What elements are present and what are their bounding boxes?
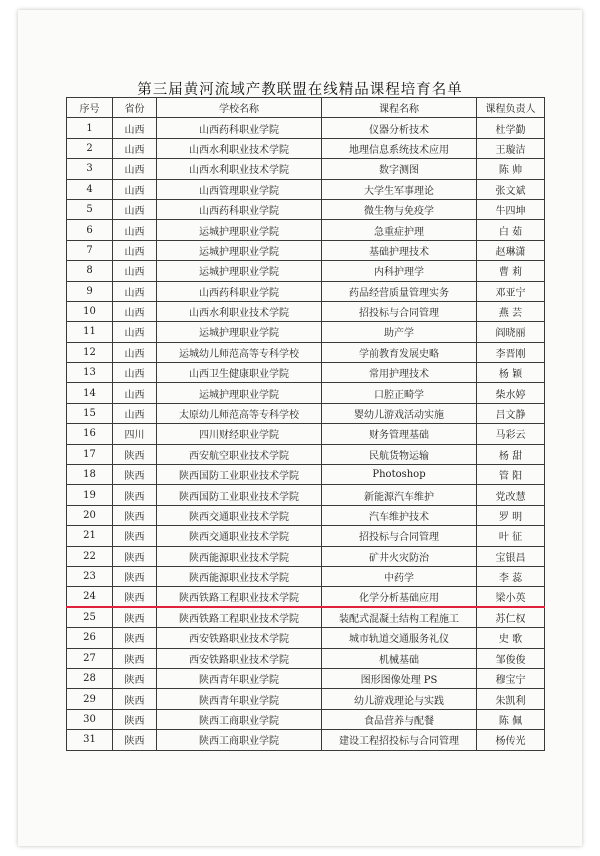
row-index: 18: [67, 465, 113, 485]
row-school: 陕西工商职业学院: [157, 709, 322, 729]
row-index: 14: [67, 383, 113, 403]
row-index: 28: [67, 668, 113, 688]
row-school: 陕西工商职业学院: [157, 730, 322, 750]
table-row: [67, 240, 545, 260]
row-province: 陕西: [113, 648, 157, 668]
row-lead: 穆宝宁: [477, 668, 545, 688]
row-province: 四川: [113, 424, 157, 444]
row-province: 陕西: [113, 546, 157, 566]
row-lead: 牛四坤: [477, 199, 545, 219]
row-school: 运城护理职业学院: [157, 261, 322, 281]
row-province: 山西: [113, 322, 157, 342]
row-index: 31: [67, 730, 113, 750]
row-province: 陕西: [113, 505, 157, 525]
row-index: 30: [67, 709, 113, 729]
table-row: [67, 526, 545, 546]
table-row: [67, 342, 545, 362]
table-row: [67, 730, 545, 750]
row-course: 数字测图: [322, 159, 477, 179]
row-index: 26: [67, 628, 113, 648]
row-lead: 梁小英: [477, 587, 545, 607]
row-school: 陕西青年职业学院: [157, 689, 322, 709]
row-index: 19: [67, 485, 113, 505]
table-row: [67, 403, 545, 423]
row-index: 21: [67, 526, 113, 546]
row-course: 机械基础: [322, 648, 477, 668]
row-province: 山西: [113, 179, 157, 199]
row-lead: 陈 佩: [477, 709, 545, 729]
row-lead: 杨传光: [477, 730, 545, 750]
row-index: 1: [67, 118, 113, 138]
row-index: 15: [67, 403, 113, 423]
row-index: 13: [67, 363, 113, 383]
row-index: 24: [67, 587, 113, 607]
row-lead: 杨 甜: [477, 444, 545, 464]
table-row: [67, 363, 545, 383]
row-school: 陕西国防工业职业技术学院: [157, 465, 322, 485]
row-course: 招投标与合同管理: [322, 301, 477, 321]
row-course: 微生物与免疫学: [322, 199, 477, 219]
row-province: 山西: [113, 261, 157, 281]
row-course: Photoshop: [322, 465, 477, 485]
col-header-province: 省份: [113, 98, 157, 118]
row-course: 口腔正畸学: [322, 383, 477, 403]
row-index: 7: [67, 240, 113, 260]
row-lead: 张文斌: [477, 179, 545, 199]
row-school: 运城护理职业学院: [157, 220, 322, 240]
row-course: 仪器分析技术: [322, 118, 477, 138]
row-lead: 叶 征: [477, 526, 545, 546]
row-lead: 李晋刚: [477, 342, 545, 362]
row-lead: 党改慧: [477, 485, 545, 505]
course-table: [66, 97, 545, 751]
table-row: [67, 281, 545, 301]
col-header-school: 学校名称: [157, 98, 322, 118]
row-course: 婴幼儿游戏活动实施: [322, 403, 477, 423]
row-province: 陕西: [113, 689, 157, 709]
table-row: [67, 465, 545, 485]
row-index: 17: [67, 444, 113, 464]
row-index: 5: [67, 199, 113, 219]
row-province: 陕西: [113, 587, 157, 607]
row-index: 23: [67, 566, 113, 586]
row-school: 西安航空职业技术学院: [157, 444, 322, 464]
row-lead: 罗 明: [477, 505, 545, 525]
row-lead: 宝银昌: [477, 546, 545, 566]
row-province: 陕西: [113, 485, 157, 505]
table-row: [67, 261, 545, 281]
row-course: 基础护理技术: [322, 240, 477, 260]
row-course: 民航货物运输: [322, 444, 477, 464]
table-row: [67, 709, 545, 729]
row-school: 陕西铁路工程职业技术学院: [157, 607, 322, 627]
row-province: 陕西: [113, 566, 157, 586]
row-course: 幼儿游戏理论与实践: [322, 689, 477, 709]
row-lead: 吕文静: [477, 403, 545, 423]
row-school: 运城护理职业学院: [157, 322, 322, 342]
row-course: 建设工程招投标与合同管理: [322, 730, 477, 750]
row-course: 内科护理学: [322, 261, 477, 281]
row-province: 山西: [113, 281, 157, 301]
table-row: [67, 118, 545, 138]
row-lead: 邹俊俊: [477, 648, 545, 668]
row-lead: 白 茹: [477, 220, 545, 240]
table-row: [67, 485, 545, 505]
table-row: [67, 668, 545, 688]
row-course: 中药学: [322, 566, 477, 586]
table-row: [67, 689, 545, 709]
row-lead: 李 蕊: [477, 566, 545, 586]
row-course: 装配式混凝土结构工程施工: [322, 607, 477, 627]
row-lead: 邓亚宁: [477, 281, 545, 301]
table-row: [67, 424, 545, 444]
row-course: 药品经营质量管理实务: [322, 281, 477, 301]
row-school: 陕西能源职业技术学院: [157, 566, 322, 586]
table-row: [67, 505, 545, 525]
row-index: 8: [67, 261, 113, 281]
row-index: 10: [67, 301, 113, 321]
table-row: [67, 220, 545, 240]
row-province: 山西: [113, 301, 157, 321]
row-course: 助产学: [322, 322, 477, 342]
row-course: 新能源汽车维护: [322, 485, 477, 505]
row-province: 山西: [113, 363, 157, 383]
table-row: [67, 648, 545, 668]
row-lead: 曹 莉: [477, 261, 545, 281]
row-index: 4: [67, 179, 113, 199]
row-province: 山西: [113, 138, 157, 158]
row-school: 山西卫生健康职业学院: [157, 363, 322, 383]
row-school: 山西药科职业学院: [157, 118, 322, 138]
table-row: [67, 587, 545, 607]
row-course: 矿井火灾防治: [322, 546, 477, 566]
table-row: [67, 628, 545, 648]
table-header-row: [67, 98, 545, 118]
row-lead: 马彩云: [477, 424, 545, 444]
row-school: 陕西交通职业技术学院: [157, 526, 322, 546]
row-index: 25: [67, 607, 113, 627]
row-course: 学前教育发展史略: [322, 342, 477, 362]
row-index: 20: [67, 505, 113, 525]
row-province: 陕西: [113, 444, 157, 464]
row-index: 3: [67, 159, 113, 179]
row-course: 图形图像处理 PS: [322, 668, 477, 688]
table-row: [67, 138, 545, 158]
table-row: [67, 199, 545, 219]
row-course: 急重症护理: [322, 220, 477, 240]
row-school: 运城护理职业学院: [157, 240, 322, 260]
row-school: 陕西交通职业技术学院: [157, 505, 322, 525]
row-index: 6: [67, 220, 113, 240]
row-province: 陕西: [113, 526, 157, 546]
row-index: 27: [67, 648, 113, 668]
row-lead: 阎晓丽: [477, 322, 545, 342]
row-index: 2: [67, 138, 113, 158]
row-lead: 朱凯利: [477, 689, 545, 709]
row-school: 西安铁路职业技术学院: [157, 628, 322, 648]
table-row: [67, 383, 545, 403]
table-row: [67, 444, 545, 464]
row-course: 汽车维护技术: [322, 505, 477, 525]
table-row: [67, 546, 545, 566]
row-province: 山西: [113, 403, 157, 423]
row-school: 山西药科职业学院: [157, 199, 322, 219]
row-lead: 赵琳潇: [477, 240, 545, 260]
row-school: 陕西能源职业技术学院: [157, 546, 322, 566]
row-index: 11: [67, 322, 113, 342]
table-row: [67, 179, 545, 199]
row-course: 大学生军事理论: [322, 179, 477, 199]
row-province: 山西: [113, 342, 157, 362]
row-lead: 苏仁权: [477, 607, 545, 627]
row-school: 运城幼儿师范高等专科学校: [157, 342, 322, 362]
row-province: 山西: [113, 383, 157, 403]
page-title: 第三届黄河流域产教联盟在线精品课程培育名单: [137, 82, 463, 98]
table-row: [67, 566, 545, 586]
row-school: 陕西铁路工程职业技术学院: [157, 587, 322, 607]
row-lead: 陈 帅: [477, 159, 545, 179]
row-school: 山西管理职业学院: [157, 179, 322, 199]
row-course: 食品营养与配餐: [322, 709, 477, 729]
row-school: 太原幼儿师范高等专科学校: [157, 403, 322, 423]
row-school: 运城护理职业学院: [157, 383, 322, 403]
col-header-lead: 课程负责人: [477, 98, 545, 118]
row-index: 22: [67, 546, 113, 566]
row-lead: 史 歌: [477, 628, 545, 648]
row-school: 山西水利职业技术学院: [157, 138, 322, 158]
row-school: 四川财经职业学院: [157, 424, 322, 444]
row-course: 常用护理技术: [322, 363, 477, 383]
row-province: 山西: [113, 199, 157, 219]
table-row: [67, 322, 545, 342]
row-school: 山西药科职业学院: [157, 281, 322, 301]
row-province: 山西: [113, 220, 157, 240]
row-province: 山西: [113, 118, 157, 138]
row-school: 陕西国防工业职业技术学院: [157, 485, 322, 505]
row-province: 陕西: [113, 709, 157, 729]
row-lead: 柴水婷: [477, 383, 545, 403]
row-school: 陕西青年职业学院: [157, 668, 322, 688]
table-row: [67, 301, 545, 321]
row-index: 16: [67, 424, 113, 444]
row-province: 陕西: [113, 607, 157, 627]
table-row: [67, 159, 545, 179]
row-province: 陕西: [113, 465, 157, 485]
row-school: 山西水利职业技术学院: [157, 159, 322, 179]
row-province: 山西: [113, 159, 157, 179]
row-lead: 燕 芸: [477, 301, 545, 321]
row-index: 12: [67, 342, 113, 362]
row-course: 招投标与合同管理: [322, 526, 477, 546]
table-row: [67, 607, 545, 627]
row-course: 地理信息系统技术应用: [322, 138, 477, 158]
row-index: 29: [67, 689, 113, 709]
row-course: 财务管理基础: [322, 424, 477, 444]
row-lead: 杜学勤: [477, 118, 545, 138]
row-course: 化学分析基础应用: [322, 587, 477, 607]
row-lead: 管 阳: [477, 465, 545, 485]
row-school: 西安铁路职业技术学院: [157, 648, 322, 668]
row-lead: 杨 颖: [477, 363, 545, 383]
col-header-course: 课程名称: [322, 98, 477, 118]
row-province: 山西: [113, 240, 157, 260]
row-province: 陕西: [113, 668, 157, 688]
row-province: 陕西: [113, 730, 157, 750]
col-header-index: 序号: [67, 98, 113, 118]
row-index: 9: [67, 281, 113, 301]
row-lead: 王璇洁: [477, 138, 545, 158]
row-course: 城市轨道交通服务礼仪: [322, 628, 477, 648]
row-province: 陕西: [113, 628, 157, 648]
row-school: 山西水利职业技术学院: [157, 301, 322, 321]
